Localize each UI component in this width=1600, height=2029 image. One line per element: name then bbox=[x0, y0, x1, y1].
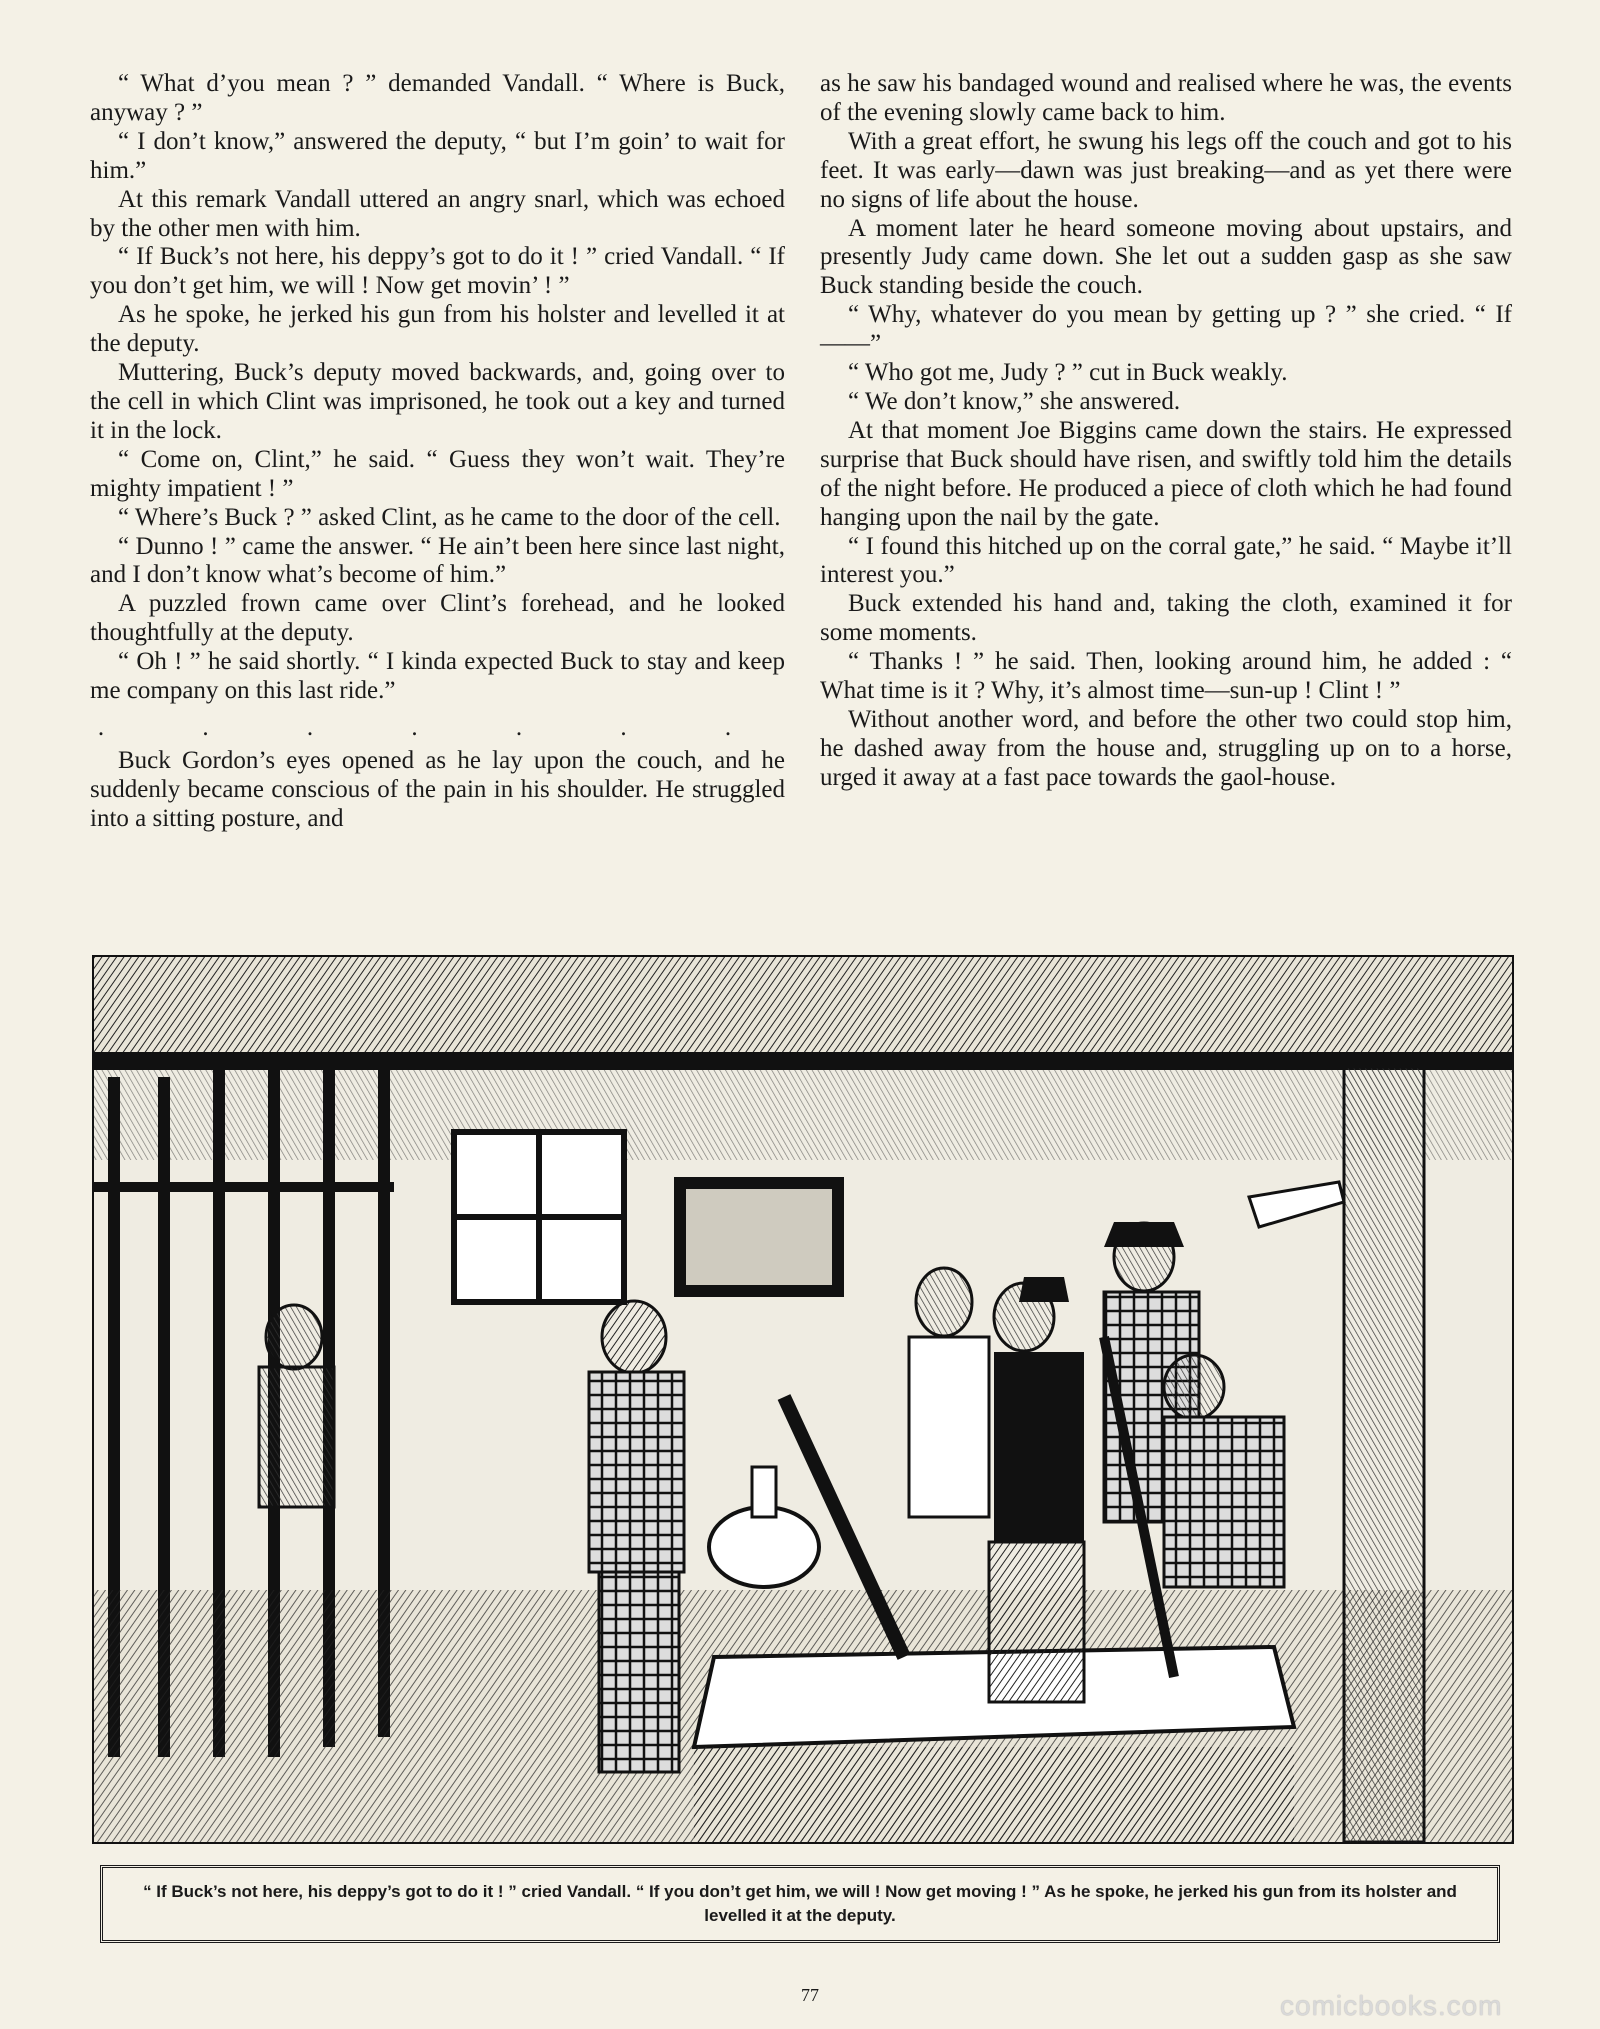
text-column-left bbox=[90, 70, 785, 834]
paragraph: “ Where’s Buck ? ” asked Clint, as he came to the door of the cell. bbox=[118, 503, 781, 531]
paragraph-continued: as he saw his bandaged wound and realised where he was, the events of the evening slowly came back to him. bbox=[820, 70, 1512, 126]
paragraph: A puzzled frown came over Clint’s forehead, and he looked thoughtfully at the deputy. bbox=[90, 590, 785, 647]
paragraph: “ Come on, Clint,” he said. “ Guess they won’t wait. They’re mighty impatient ! ” bbox=[90, 445, 785, 502]
watermark: comicbooks.com bbox=[1280, 1990, 1503, 2021]
paragraph: “ If Buck’s not here, his deppy’s got to do it ! ” cried Vandall. “ If you don’t get him, we will ! Now get movin’ ! ” bbox=[90, 243, 785, 300]
illustration-caption: “ If Buck’s not here, his deppy’s got to do it ! ” cried Vandall. “ If you don’t get him, we will ! Now get moving ! ” As he spoke, he jerked his gun from its holster and levelled it at the deputy. bbox=[143, 1882, 1457, 1925]
paragraph: “ Who got me, Judy ? ” cut in Buck weakly. bbox=[848, 359, 1288, 387]
paragraph: At this remark Vandall uttered an angry snarl, which was echoed by the other men with him. bbox=[90, 185, 785, 242]
paragraph: “ We don’t know,” she answered. bbox=[848, 387, 1181, 415]
paragraph: “ What d’you mean ? ” demanded Vandall. “ Where is Buck, anyway ? ” bbox=[90, 70, 785, 126]
paragraph: Buck Gordon’s eyes opened as he lay upon the couch, and he suddenly became conscious of the pain in his shoulder. He struggled into a sitting posture, and bbox=[90, 746, 785, 832]
paragraph: A moment later he heard someone moving about upstairs, and presently Judy came down. She let out a sudden gasp as she saw Buck standing beside the couch. bbox=[820, 214, 1512, 300]
paragraph: “ Dunno ! ” came the answer. “ He ain’t been here since last night, and I don’t know what’s become of him.” bbox=[90, 532, 785, 589]
paragraph: With a great effort, he swung his legs off the couch and got to his feet. It was early—dawn was just breaking—and as yet there were no signs of life about the house. bbox=[820, 127, 1512, 213]
paragraph: Muttering, Buck’s deputy moved backwards, and, going over to the cell in which Clint was imprisoned, he took out a key and turned it in the lock. bbox=[90, 359, 785, 444]
paragraph: “ Oh ! ” he said shortly. “ I kinda expected Buck to stay and keep me company on this last ride.” bbox=[90, 648, 785, 705]
paragraph: “ Thanks ! ” he said. Then, looking around him, he added : “ What time is it ? Why, it’s almost time—sun-up ! Clint ! ” bbox=[820, 648, 1512, 705]
paragraph: Buck extended his hand and, taking the cloth, examined it for some moments. bbox=[820, 590, 1512, 647]
paragraph: “ I don’t know,” answered the deputy, “ but I’m goin’ to wait for him.” bbox=[90, 127, 785, 184]
illustration-drawing bbox=[94, 957, 1512, 1842]
page-number: 77 bbox=[801, 1985, 819, 2005]
section-break: . . . . . . . bbox=[97, 713, 778, 741]
jail-scene-illustration bbox=[92, 955, 1514, 1844]
text-column-right bbox=[820, 70, 1512, 793]
illustration-caption-box bbox=[100, 1865, 1500, 1943]
paragraph: “ Why, whatever do you mean by getting up ? ” she cried. “ If——” bbox=[820, 301, 1512, 358]
paragraph: At that moment Joe Biggins came down the stairs. He expressed surprise that Buck should have risen, and swiftly told him the details of the night before. He produced a piece of cloth which he had found hanging upon the nail by the gate. bbox=[820, 416, 1512, 531]
paragraph: Without another word, and before the other two could stop him, he dashed away from the house and, struggling up on to a horse, urged it away at a fast pace towards the gaol-house. bbox=[820, 705, 1512, 791]
paragraph: As he spoke, he jerked his gun from his holster and levelled it at the deputy. bbox=[90, 301, 785, 358]
paragraph: “ I found this hitched up on the corral gate,” he said. “ Maybe it’ll interest you.” bbox=[820, 532, 1512, 589]
